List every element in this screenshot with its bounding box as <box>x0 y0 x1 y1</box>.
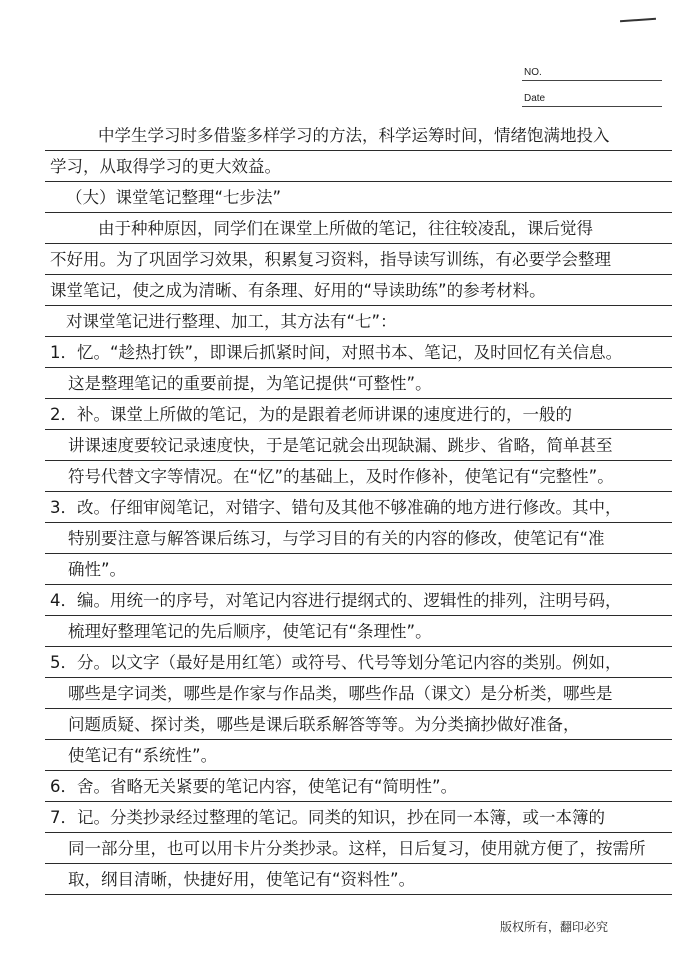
list-item-1: 1．忆。“趁热打铁”，即课后抓紧时间，对照书本、笔记，及时回忆有关信息。 <box>50 343 623 362</box>
note-line: 取，纲目清晰，快捷好用，使笔记有“资料性”。 <box>68 870 416 889</box>
note-line: 课堂笔记，使之成为清晰、有条理、好用的“导读助练”的参考材料。 <box>50 281 546 300</box>
note-line: 问题质疑、探讨类，哪些是课后联系解答等等。为分类摘抄做好准备， <box>68 715 580 734</box>
list-item-4: 4．编。用统一的序号，对笔记内容进行提纲式的、逻辑性的排列，注明号码， <box>50 591 622 610</box>
date-label: Date <box>524 93 546 104</box>
note-line: 符号代替文字等情况。在“忆”的基础上，及时作修补，使笔记有“完整性”。 <box>68 467 614 486</box>
note-line: 讲课速度要较记录速度快，于是笔记就会出现缺漏、跳步、省略，简单甚至 <box>68 436 613 455</box>
note-line: 使笔记有“系统性”。 <box>68 746 218 765</box>
note-line: 这是整理笔记的重要前提，为笔记提供“可整性”。 <box>68 374 432 393</box>
list-item-6: 6．舍。省略无关紧要的笔记内容，使笔记有“简明性”。 <box>50 777 458 796</box>
note-line: 对课堂笔记进行整理、加工，其方法有“七”： <box>66 312 397 331</box>
note-line: 确性”。 <box>68 560 127 579</box>
copyright-notice: 版权所有，翻印必究 <box>500 920 609 934</box>
note-line: 同一部分里，也可以用卡片分类抄录。这样，日后复习，使用就方便了，按需所 <box>68 839 646 858</box>
list-item-7: 7．记。分类抄录经过整理的笔记。同类的知识，抄在同一本簿，或一本簿的 <box>50 808 605 827</box>
note-line: 不好用。为了巩固学习效果，积累复习资料，指导读写训练，有必要学会整理 <box>50 250 611 269</box>
note-line: 哪些是字词类，哪些是作家与作品类，哪些作品（课文）是分析类，哪些是 <box>68 684 613 703</box>
note-line: 中学生学习时多借鉴多样学习的方法，科学运筹时间，情绪饱满地投入 <box>98 126 610 145</box>
note-line: 特别要注意与解答课后练习，与学习目的有关的内容的修改，使笔记有“准 <box>68 529 605 548</box>
note-line: 由于种种原因，同学们在课堂上所做的笔记，往往较凌乱，课后觉得 <box>98 219 593 238</box>
note-line: 学习，从取得学习的更大效益。 <box>50 157 281 176</box>
note-line: 梳理好整理笔记的先后顺序，使笔记有“条理性”。 <box>68 622 432 641</box>
no-label: NO. <box>524 67 542 78</box>
list-item-2: 2．补。课堂上所做的笔记，为的是跟着老师讲课的速度进行的，一般的 <box>50 405 572 424</box>
section-heading: （大）课堂笔记整理“七步法” <box>66 188 282 207</box>
list-item-3: 3．改。仔细审阅笔记，对错字、错句及其他不够准确的地方进行修改。其中， <box>50 498 622 517</box>
list-item-5: 5．分。以文字（最好是用红笔）或符号、代号等划分笔记内容的类别。例如， <box>50 653 622 672</box>
